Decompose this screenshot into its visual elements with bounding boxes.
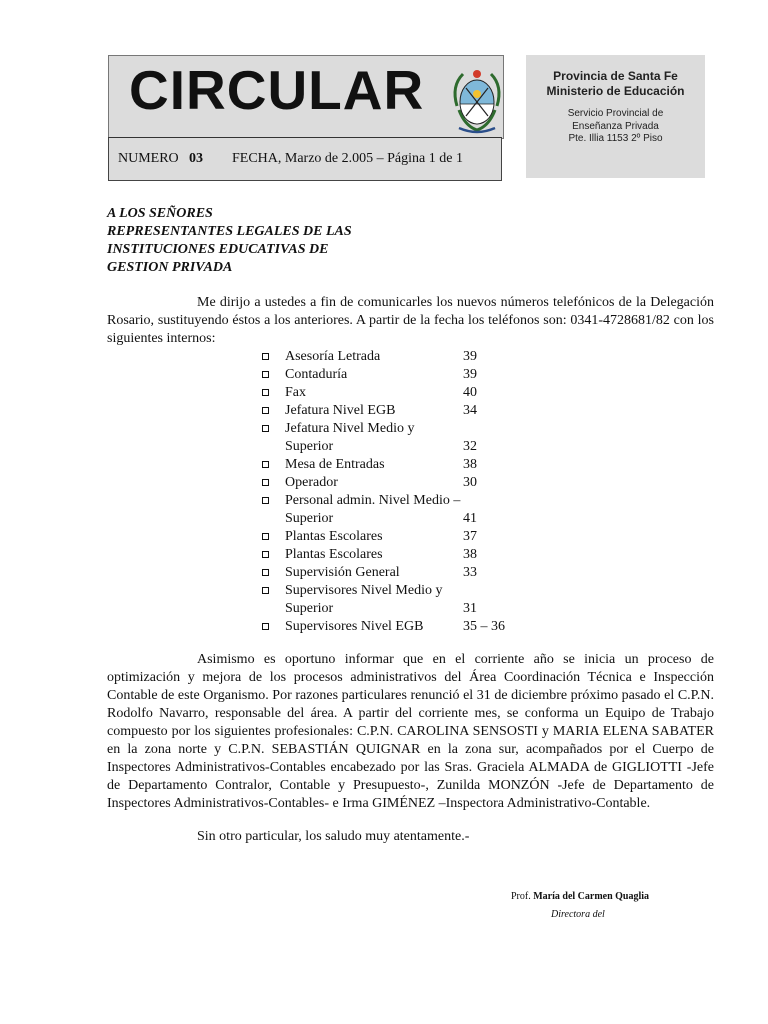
signature-prefix: Prof. [511,891,531,902]
list-item [262,348,522,366]
list-item [262,456,522,474]
bullet-square-icon [262,623,269,630]
extension-name: Personal admin. Nivel Medio – Superior [285,493,461,526]
bullet-square-icon [262,569,269,576]
province-name: Provincia de Santa Fe [553,69,678,83]
extension-name: Mesa de Entradas [285,457,385,472]
body-paragraph: Asimismo es oportuno informar que en el corriente año se inicia un proceso de optimización y mejora de los procesos administrativos del Área Coordinación Técnica e Inspección Contable de este Organismo. Por razones particulares renunció el 31 de diciembre próximo pasado el C.P.N. Rodolfo Navarro, responsable del área. A partir del corriente mes, se conforma un Equipo de Trabajo compuesto por los siguientes profesionales: C.P.N. CAROLINA SENSOSTI y MARIA ELENA SABATER en la zona norte y C.P.N. SEBASTIÁN QUIGNAR en la zona sur, acompañados por el Cuerpo de Inspectores Administrativos-Contables encabezado por las Sras. Graciela ALMADA de GIGLIOTTI -Jefe de Departamento Contralor, Contable y Presupuesto-, Zunilda MONZÓN -Jefe de Departamento de Inspectores Administrativos-Contables- e Irma GIMÉNEZ –Inspectora Administrativo-Contable. [107,652,714,811]
extension-name: Jefatura Nivel EGB [285,403,396,418]
bullet-square-icon [262,407,269,414]
number-value: 03 [189,151,203,166]
signature-name [511,891,649,902]
extension-number: 30 [463,475,477,490]
bullet-square-icon [262,533,269,540]
extension-number: 37 [463,529,477,544]
extension-number: 32 [463,439,477,454]
extension-number: 39 [463,367,477,382]
addressee-block [107,205,352,277]
service-name-cont: Enseñanza Privada [572,121,659,132]
list-item [262,366,522,384]
extension-name: Supervisión General [285,565,400,580]
extension-name: Contaduría [285,367,348,382]
bullet-square-icon [262,551,269,558]
santa-fe-coat-of-arms-icon [449,66,505,136]
list-item [262,546,522,564]
addressee-line: INSTITUCIONES EDUCATIVAS DE [107,242,329,257]
extension-name: Fax [285,385,306,400]
bullet-square-icon [262,587,269,594]
bullet-square-icon [262,461,269,468]
extension-number: 39 [463,349,477,364]
extension-name: Plantas Escolares [285,529,383,544]
extension-name: Supervisores Nivel Medio y Superior [285,583,443,616]
addressee-line: A LOS SEÑORES [107,206,213,221]
number-label: NUMERO [118,151,179,166]
list-item [262,492,522,528]
extension-name: Jefatura Nivel Medio y Superior [285,421,415,454]
list-item [262,474,522,492]
extension-name: Operador [285,475,338,490]
extension-number: 40 [463,385,477,400]
extensions-list [262,348,522,636]
service-name: Servicio Provincial de [567,108,664,119]
closing-line: Sin otro particular, los saludo muy atentamente.- [197,829,470,844]
extension-number: 38 [463,457,477,472]
bullet-square-icon [262,425,269,432]
extension-name: Supervisores Nivel EGB [285,619,424,634]
list-item [262,582,522,618]
circular-header [108,55,504,139]
addressee-line: REPRESENTANTES LEGALES DE LAS [107,224,352,239]
extension-number: 38 [463,547,477,562]
ministry-name: Ministerio de Educación [546,84,685,98]
signer-name: María del Carmen Quaglia [533,891,650,902]
circular-title: CIRCULAR [129,59,425,121]
extension-number: 31 [463,601,477,616]
institution-address: Pte. Illia 1153 2º Piso [568,133,663,144]
bullet-square-icon [262,353,269,360]
bullet-square-icon [262,497,269,504]
circular-number-bar [108,137,502,181]
extension-number: 41 [463,511,477,526]
list-item [262,564,522,582]
list-item [262,528,522,546]
extension-number: 34 [463,403,477,418]
bullet-square-icon [262,479,269,486]
institution-box [526,55,705,178]
extension-number: 33 [463,565,477,580]
bullet-square-icon [262,389,269,396]
list-item [262,420,522,456]
intro-paragraph: Me dirijo a ustedes a fin de comunicarles los nuevos números telefónicos de la Delegación Rosario, sustituyendo éstos a los anteriores. A partir de la fecha los teléfonos son: 0341-4728681/82 con los siguientes internos: [107,295,714,346]
signature-role: Directora del [551,909,605,920]
extension-name: Plantas Escolares [285,547,383,562]
list-item [262,384,522,402]
list-item [262,402,522,420]
date-page-info: FECHA, Marzo de 2.005 – Página 1 de 1 [232,151,463,166]
bullet-square-icon [262,371,269,378]
addressee-line: GESTION PRIVADA [107,260,233,275]
extension-number: 35 – 36 [463,619,505,634]
extension-name: Asesoría Letrada [285,349,381,364]
list-item [262,618,522,636]
